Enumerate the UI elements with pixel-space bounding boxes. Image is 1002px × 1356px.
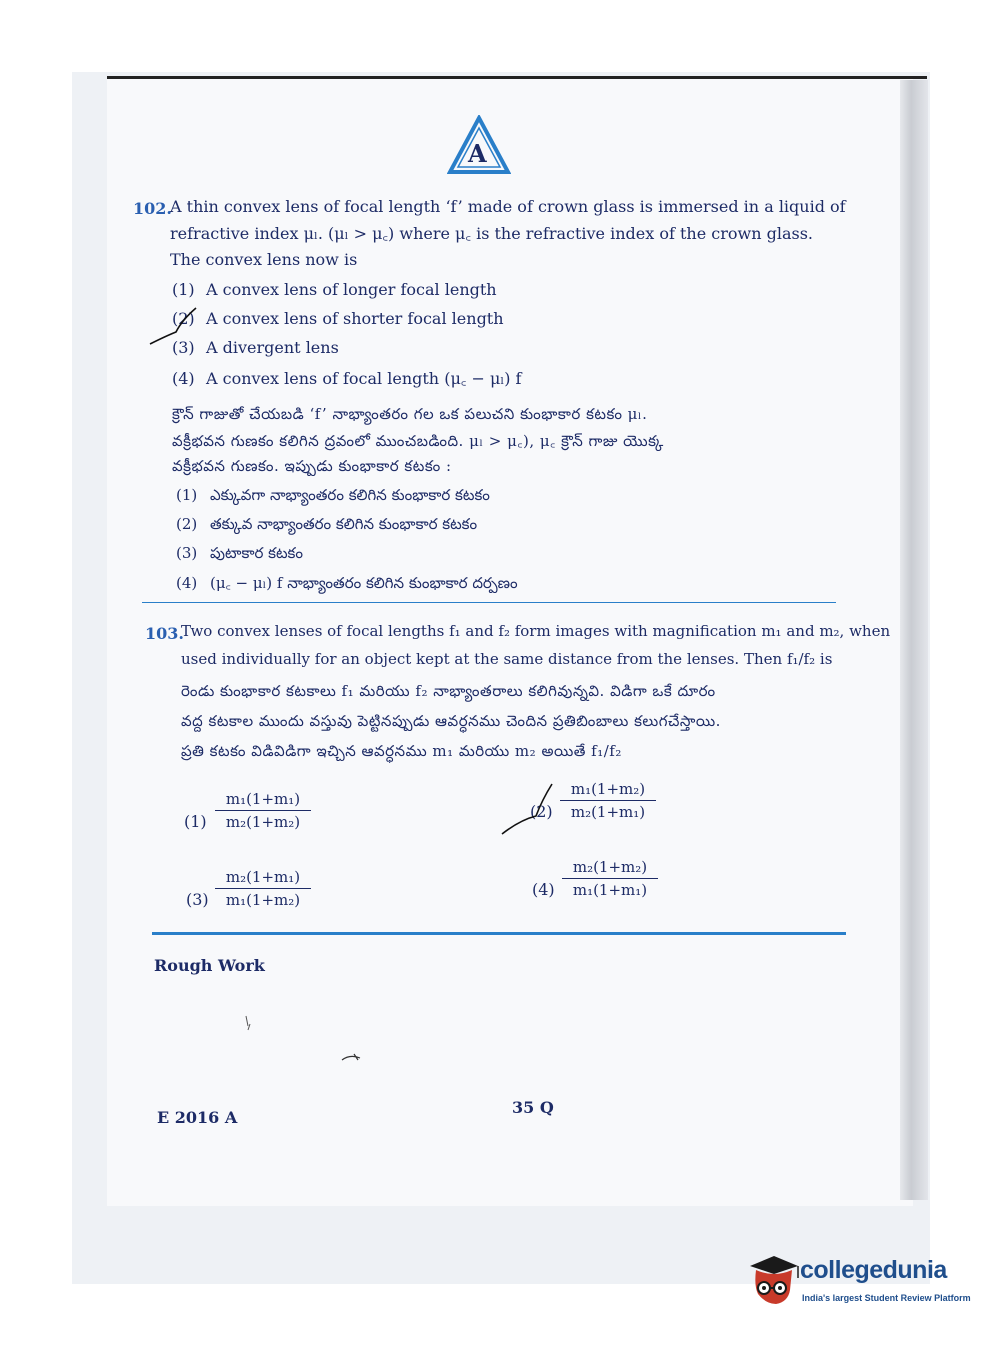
page-top-edge: [107, 76, 927, 79]
option-text: (μ꜀ − μₗ) f నాభ్యాంతరం కలిగిన కుంభాకార దర్పణం: [210, 574, 518, 592]
question-text: The convex lens now is: [170, 250, 358, 269]
option-fraction[interactable]: [562, 858, 658, 899]
option-text: తక్కువ నాభ్యాంతరం కలిగిన కుంభాకార కటకం: [210, 515, 478, 533]
answer-tick-mark: [500, 780, 560, 840]
fraction-bar: [215, 888, 311, 889]
option-number: (3): [176, 544, 198, 562]
option-text: A convex lens of shorter focal length: [206, 309, 504, 328]
option-text: A convex lens of longer focal length: [206, 280, 497, 299]
option-text: పుటాకార కటకం: [210, 544, 303, 562]
mascot-icon: [744, 1252, 800, 1312]
question-text-telugu: వక్రీభవన గుణకం కలిగిన ద్రవంలో ముంచబడింది. μₗ > μ꜀), μ꜀ క్రౌన్ గాజు యొక్క: [172, 432, 664, 450]
fraction-denominator: m₁(1+m₁): [572, 881, 648, 899]
option-number: (4): [176, 574, 198, 592]
option-item-telugu[interactable]: [176, 486, 490, 508]
option-number: (2): [176, 515, 198, 533]
question-text-telugu: క్రౌన్ గాజుతో చేయబడి ‘f’ నాభ్యాంతరం గల ఒక పలుచని కుంభాకార కటకం μₗ.: [172, 405, 648, 423]
option-number: (1): [172, 280, 195, 299]
option-number: (4): [172, 369, 195, 388]
rough-work-label: Rough Work: [154, 956, 265, 975]
option-item[interactable]: [172, 309, 504, 328]
option-fraction[interactable]: [215, 868, 311, 909]
paper-sheet: [107, 78, 913, 1206]
option-number[interactable]: (1): [184, 812, 207, 831]
question-number: 103.: [145, 624, 184, 643]
option-item[interactable]: [172, 367, 521, 389]
question-text: refractive index μₗ. (μₗ > μ꜀) where μ꜀ is the refractive index of the crown glass.: [170, 224, 814, 243]
fraction-bar: [562, 878, 658, 879]
page-stack-edge: [900, 80, 928, 1200]
footer-code: E 2016 A: [157, 1108, 238, 1127]
option-text: A divergent lens: [206, 338, 339, 357]
set-badge-letter: A: [468, 139, 487, 168]
collegedunia-logo[interactable]: [744, 1252, 974, 1312]
fraction-denominator: m₂(1+m₁): [570, 803, 646, 821]
option-number[interactable]: (4): [532, 880, 555, 899]
set-badge: [447, 115, 511, 175]
fraction-numerator: m₁(1+m₁): [225, 790, 301, 808]
question-text: used individually for an object kept at the same distance from the lenses. Then f₁/f₂ is: [181, 650, 833, 668]
option-number: (3): [172, 338, 195, 357]
question-text: Two convex lenses of focal lengths f₁ and f₂ form images with magnification m₁ and m₂, when: [181, 622, 891, 640]
page-number: 35 Q: [512, 1098, 554, 1117]
question-divider: [142, 602, 836, 603]
fraction-denominator: m₁(1+m₂): [225, 891, 301, 909]
option-text: A convex lens of focal length (μ꜀ − μₗ) f: [206, 369, 522, 388]
option-item-telugu[interactable]: [176, 573, 518, 596]
fraction-numerator: m₂(1+m₁): [225, 868, 301, 886]
fraction-bar: [215, 810, 311, 811]
pencil-marks: [240, 1010, 380, 1070]
question-text-telugu: వక్రీభవన గుణకం. ఇప్పుడు కుంభాకార కటకం :: [172, 457, 452, 475]
brand-tagline: India's largest Student Review Platform: [802, 1293, 971, 1303]
option-number: (2): [172, 309, 195, 328]
option-item[interactable]: [172, 280, 497, 299]
question-number: 102.: [133, 199, 172, 218]
question-text-telugu: రెండు కుంభాకార కటకాలు f₁ మరియు f₂ నాభ్యాంతరాలు కలిగివున్నవి. విడిగా ఒకే దూరం: [181, 682, 716, 700]
answer-tick-mark: [148, 300, 208, 350]
section-divider: [152, 932, 846, 935]
option-number[interactable]: (3): [186, 890, 209, 909]
brand-name: collegedunia: [800, 1256, 947, 1284]
option-number[interactable]: (2): [530, 802, 553, 821]
option-text: ఎక్కువగా నాభ్యాంతరం కలిగిన కుంభాకార కటకం: [210, 486, 490, 504]
option-item-telugu[interactable]: [176, 515, 477, 537]
option-item-telugu[interactable]: [176, 544, 303, 566]
fraction-denominator: m₂(1+m₂): [225, 813, 301, 831]
question-text-telugu: ప్రతి కటకం విడివిడిగా ఇచ్చిన ఆవర్ధనము m₁ మరియు m₂ అయితే f₁/f₂: [181, 742, 622, 760]
question-text: A thin convex lens of focal length ‘f’ made of crown glass is immersed in a liquid of: [170, 197, 846, 216]
question-text-telugu: వద్ద కటకాల ముందు వస్తువు పెట్టినప్పుడు ఆవర్ధనము చెందిన ప్రతిబింబాలు కలుగచేస్తాయి.: [181, 712, 721, 730]
fraction-numerator: m₂(1+m₂): [572, 858, 648, 876]
option-number: (1): [176, 486, 198, 504]
fraction-bar: [560, 800, 656, 801]
fraction-numerator: m₁(1+m₂): [570, 780, 646, 798]
option-fraction[interactable]: [215, 790, 311, 831]
option-fraction[interactable]: [560, 780, 656, 821]
